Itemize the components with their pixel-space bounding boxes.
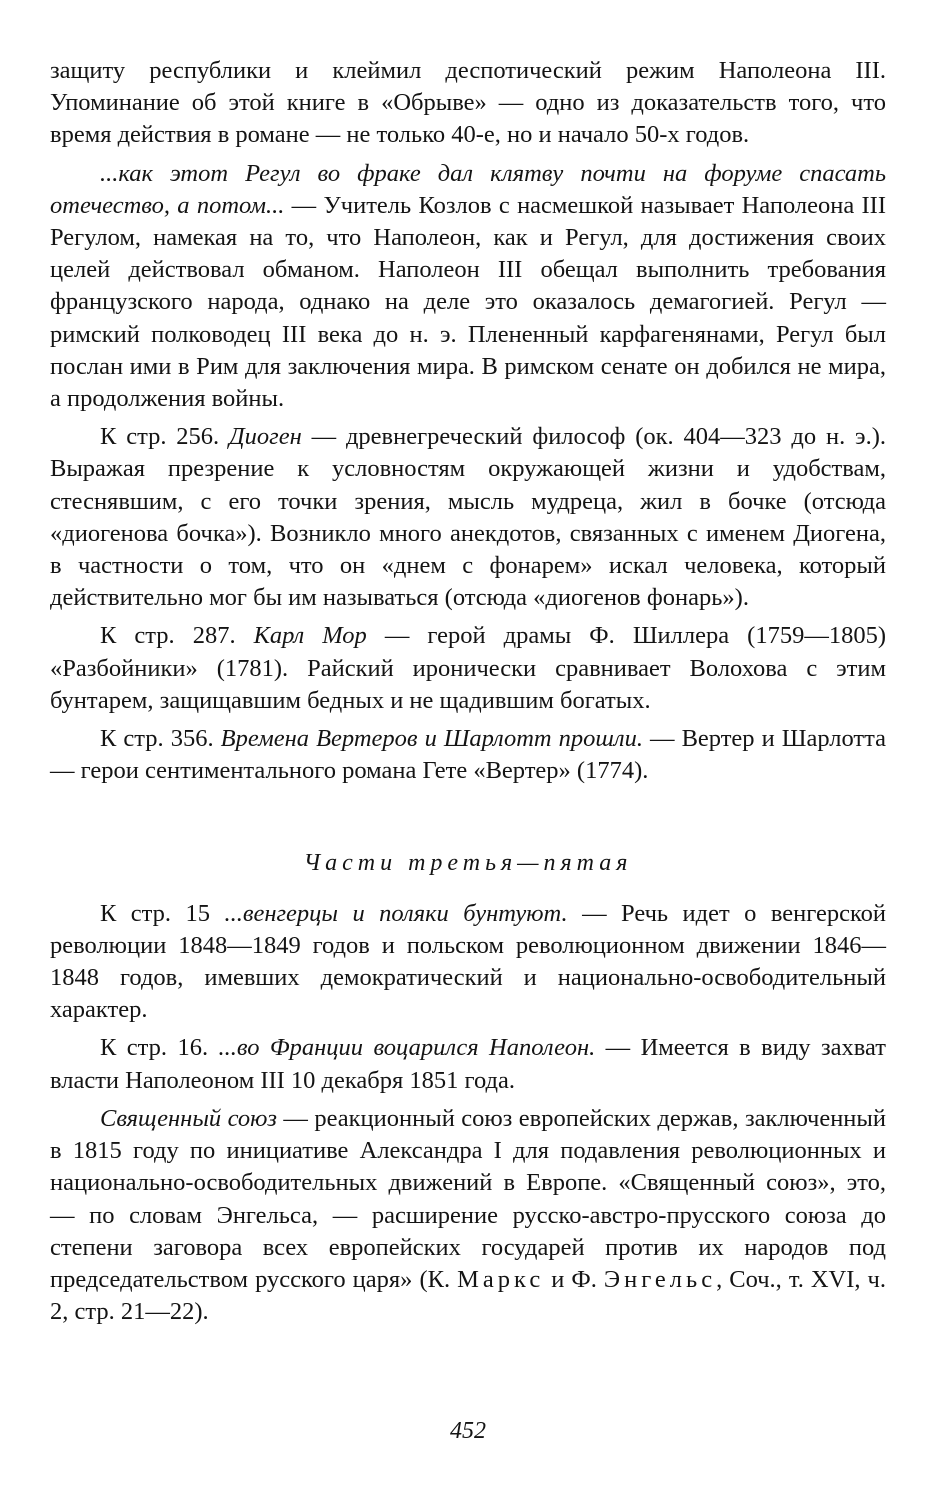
paragraph-diogenes: [50, 421, 886, 614]
paragraph-text: — Вертер и Шарлотта — герои сентиментального романа Гете «Вертер» (1774).: [50, 725, 886, 785]
paragraph-text: — герой драмы Ф. Шиллера (1759—1805) «Разбойники» (1781). Райский иронически сравнивает Волохова с этим бунтарем, защищавшим бедных и не щадившим богатых.: [50, 622, 886, 714]
paragraph-werther: [50, 723, 886, 787]
paragraph-napoleon-book: [50, 55, 886, 152]
term: Карл Мор: [253, 622, 367, 650]
term: Священный союз: [100, 1104, 277, 1132]
paragraph-text: — реакционный союз европейских держав, заключенный в 1815 году по инициативе Александра I для подавления революционных и национально-освободительных движений в Европе. «Священный союз», это, — по словам Энгельса, — расширение русско-австро-прусского союза до степени заговора всех европейских государей против их народов под председательством русского царя» (К.: [50, 1104, 886, 1293]
section-title: Части третья—пятая: [303, 850, 633, 877]
paragraph-text: защиту республики и клеймил деспотический режим Наполеона III. Упоминание об этой книге в «Обрыве» — одно из доказательств того, что время действия в романе — не только 40-е, но и начало 50-х годов.: [50, 57, 886, 149]
paragraph-regulus: [50, 158, 886, 416]
author-name: Энгельс: [603, 1265, 717, 1293]
paragraph-karl-moor: [50, 620, 886, 717]
term: ...во Франции воцарился Наполеон.: [218, 1034, 596, 1062]
document-page: [50, 55, 886, 1334]
page-reference: К стр. 287.: [100, 622, 254, 650]
author-name: Маркс: [457, 1265, 545, 1293]
paragraph-holy-alliance: [50, 1103, 886, 1328]
paragraph-text: — Учитель Козлов с насмешкой называет Наполеона III Регулом, намекая на то, что Наполеон, как и Регул, для достижения своих целей действовал обманом. Наполеон III обещал выполнить требования французского народа, однако на деле это оказалось демагогией. Регул — римский полководец III века до н. э. Плененный карфагенянами, Регул был послан ими в Рим для заключения мира. В римском сенате он добился не мира, а продолжения войны.: [50, 191, 886, 413]
term: Времена Вертеров и Шарлотт прошли.: [220, 725, 643, 753]
conjunction-text: и Ф.: [544, 1265, 604, 1293]
page-number: 452: [450, 1418, 486, 1444]
paragraph-hungarians-poles: [50, 898, 886, 1027]
term: Диоген: [229, 423, 302, 451]
paragraph-text: — Речь идет о венгерской революции 1848—1849 годов и польском революционном движении 1846—1848 годов, имевших демократический и национально-освободительный характер.: [50, 899, 886, 1024]
page-reference: К стр. 15: [100, 899, 225, 927]
paragraph-text: — древнегреческий философ (ок. 404—323 до н. э.). Выражая презрение к условностям окружающей жизни и удобствам, стеснявшим, с его точки зрения, мысль мудреца, жил в бочке (отсюда «диогенова бочка»). Возникло много анекдотов, связанных с именем Диогена, в частности о том, что он «днем с фонарем» искал человека, который действительно мог бы им называться (отсюда «диогенов фонарь»).: [50, 423, 886, 612]
citation-text: , Соч., т. XVI, ч. 2, стр. 21—22).: [50, 1265, 887, 1326]
page-reference: К стр. 256.: [100, 423, 230, 451]
page-reference: К стр. 16.: [100, 1034, 219, 1062]
page-reference: К стр. 356.: [100, 725, 221, 753]
paragraph-napoleon-france: [50, 1032, 886, 1096]
paragraph-text: — Имеется в виду захват власти Наполеоном III 10 декабря 1851 года.: [50, 1034, 886, 1094]
term: ...венгерцы и поляки бунтуют.: [224, 899, 568, 927]
quoted-phrase: ...как этот Регул во фраке дал клятву почти на форуме спасать отечество, а потом...: [50, 159, 886, 219]
